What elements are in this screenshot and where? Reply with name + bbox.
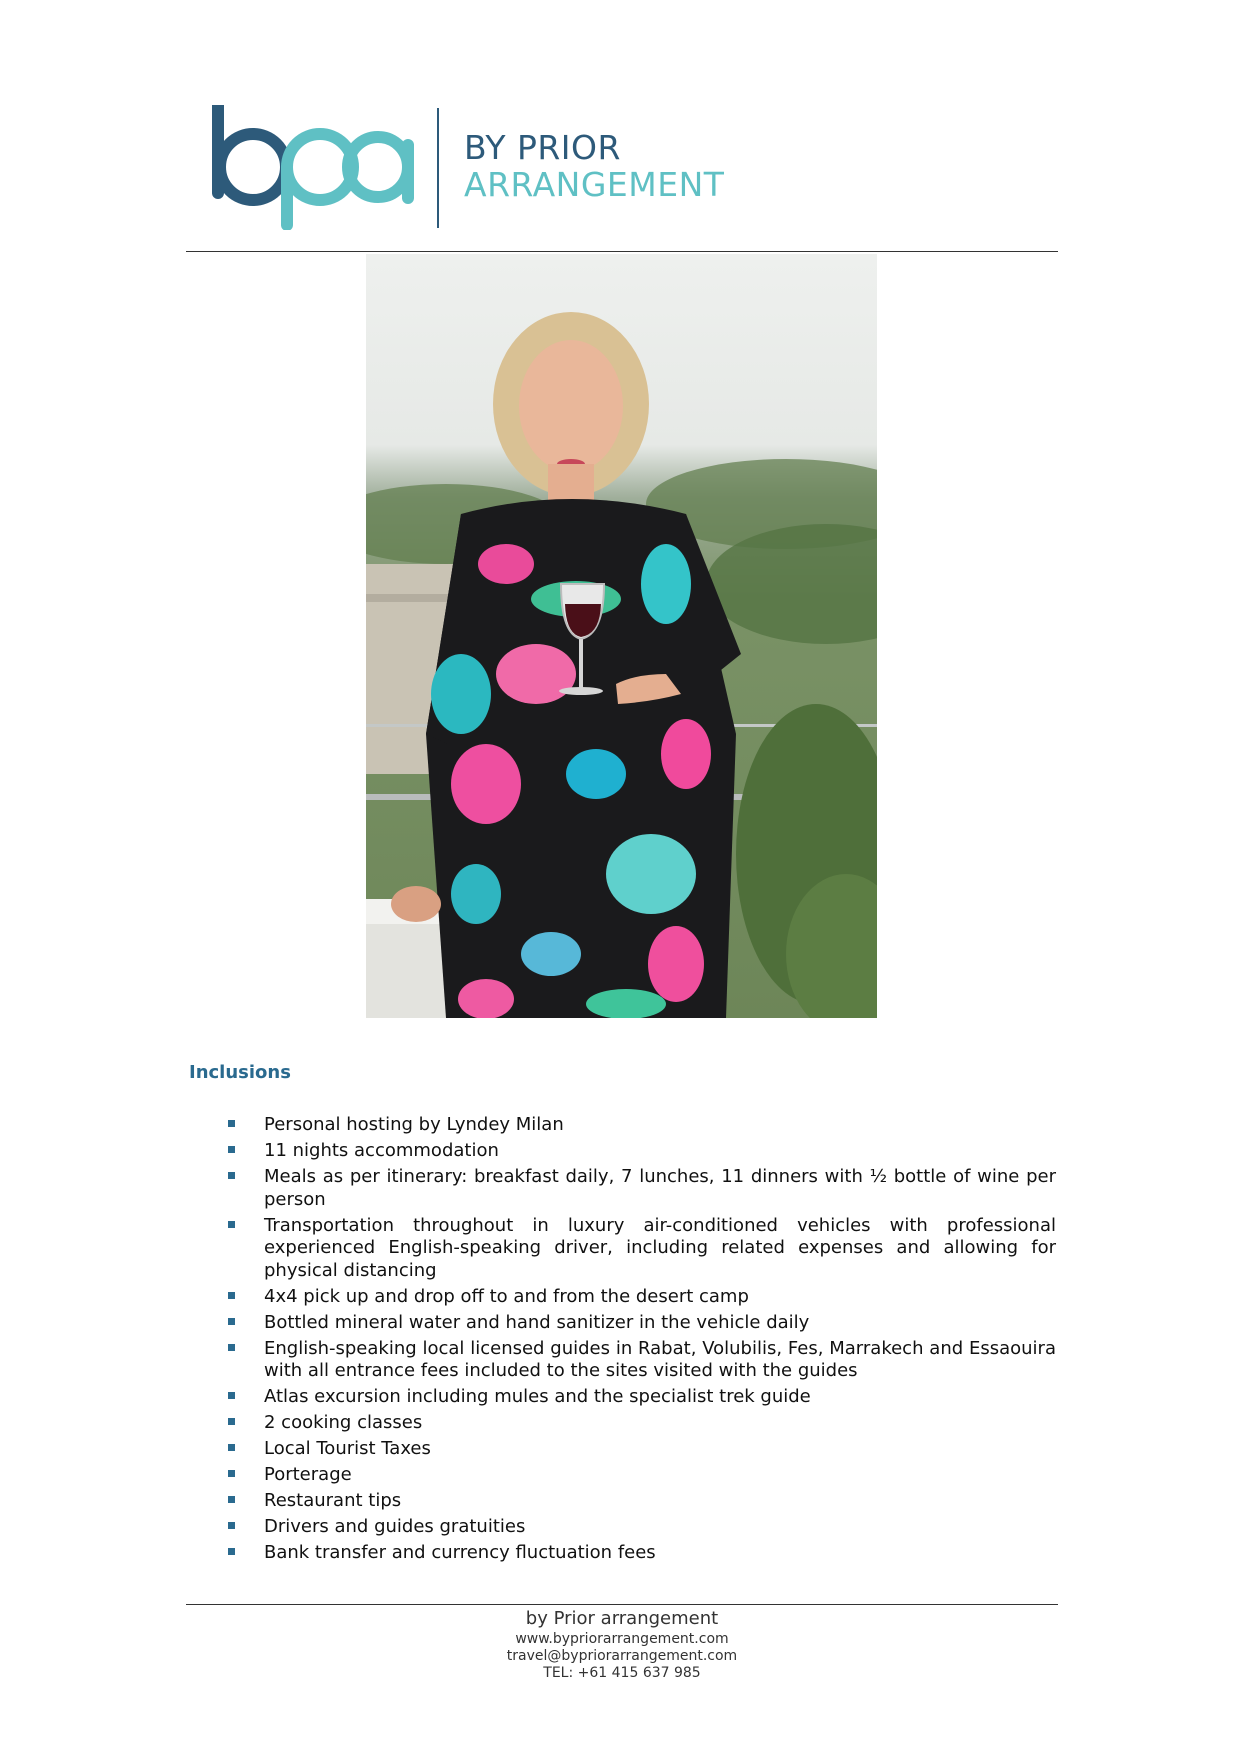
list-item: Bottled mineral water and hand sanitizer in the vehicle daily: [226, 1312, 1056, 1335]
footer-email[interactable]: travel@bypriorarrangement.com: [506, 1648, 738, 1664]
square-bullet-icon: [228, 1120, 235, 1127]
inclusions-list: [226, 1114, 1056, 1568]
square-bullet-icon: [228, 1146, 235, 1153]
square-bullet-icon: [228, 1292, 235, 1299]
list-item: Atlas excursion including mules and the specialist trek guide: [226, 1386, 1056, 1409]
brand-name-line1: BY PRIOR: [464, 128, 621, 167]
square-bullet-icon: [228, 1496, 235, 1503]
list-item: 4x4 pick up and drop off to and from the desert camp: [226, 1286, 1056, 1309]
footer-company-name: by Prior arrangement: [525, 1608, 719, 1629]
list-item: Restaurant tips: [226, 1490, 1056, 1513]
square-bullet-icon: [228, 1418, 235, 1425]
inclusions-heading: Inclusions: [189, 1062, 291, 1083]
footer-phone: TEL: +61 415 637 985: [543, 1665, 701, 1681]
list-item: 11 nights accommodation: [226, 1140, 1056, 1163]
header-rule: [186, 251, 1058, 252]
square-bullet-icon: [228, 1318, 235, 1325]
square-bullet-icon: [228, 1221, 235, 1228]
list-item: Drivers and guides gratuities: [226, 1516, 1056, 1539]
list-item: 2 cooking classes: [226, 1412, 1056, 1435]
list-item: English-speaking local licensed guides in Rabat, Volubilis, Fes, Marrakech and Essaouira with all entrance fees included to the sites visited with the guides: [226, 1338, 1056, 1383]
bpa-logo-icon: [210, 105, 420, 230]
square-bullet-icon: [228, 1392, 235, 1399]
square-bullet-icon: [228, 1344, 235, 1351]
host-photo: [366, 254, 877, 1018]
host-photo-image: [366, 254, 877, 1018]
list-item: Personal hosting by Lyndey Milan: [226, 1114, 1056, 1137]
brand-name-line2: ARRANGEMENT: [464, 165, 725, 204]
square-bullet-icon: [228, 1444, 235, 1451]
logo-divider: [437, 108, 439, 228]
square-bullet-icon: [228, 1470, 235, 1477]
square-bullet-icon: [228, 1522, 235, 1529]
list-item: Bank transfer and currency fluctuation fees: [226, 1542, 1056, 1565]
list-item: Meals as per itinerary: breakfast daily, 7 lunches, 11 dinners with ½ bottle of wine per person: [226, 1166, 1056, 1211]
footer: [186, 1607, 1058, 1682]
square-bullet-icon: [228, 1548, 235, 1555]
logo-mark: [210, 105, 420, 230]
square-bullet-icon: [228, 1172, 235, 1179]
footer-website[interactable]: www.bypriorarrangement.com: [515, 1631, 729, 1647]
list-item: Local Tourist Taxes: [226, 1438, 1056, 1461]
list-item: Transportation throughout in luxury air-conditioned vehicles with professional experienced English-speaking driver, including related expenses and allowing for physical distancing: [226, 1215, 1056, 1283]
footer-rule: [186, 1604, 1058, 1605]
list-item: Porterage: [226, 1464, 1056, 1487]
